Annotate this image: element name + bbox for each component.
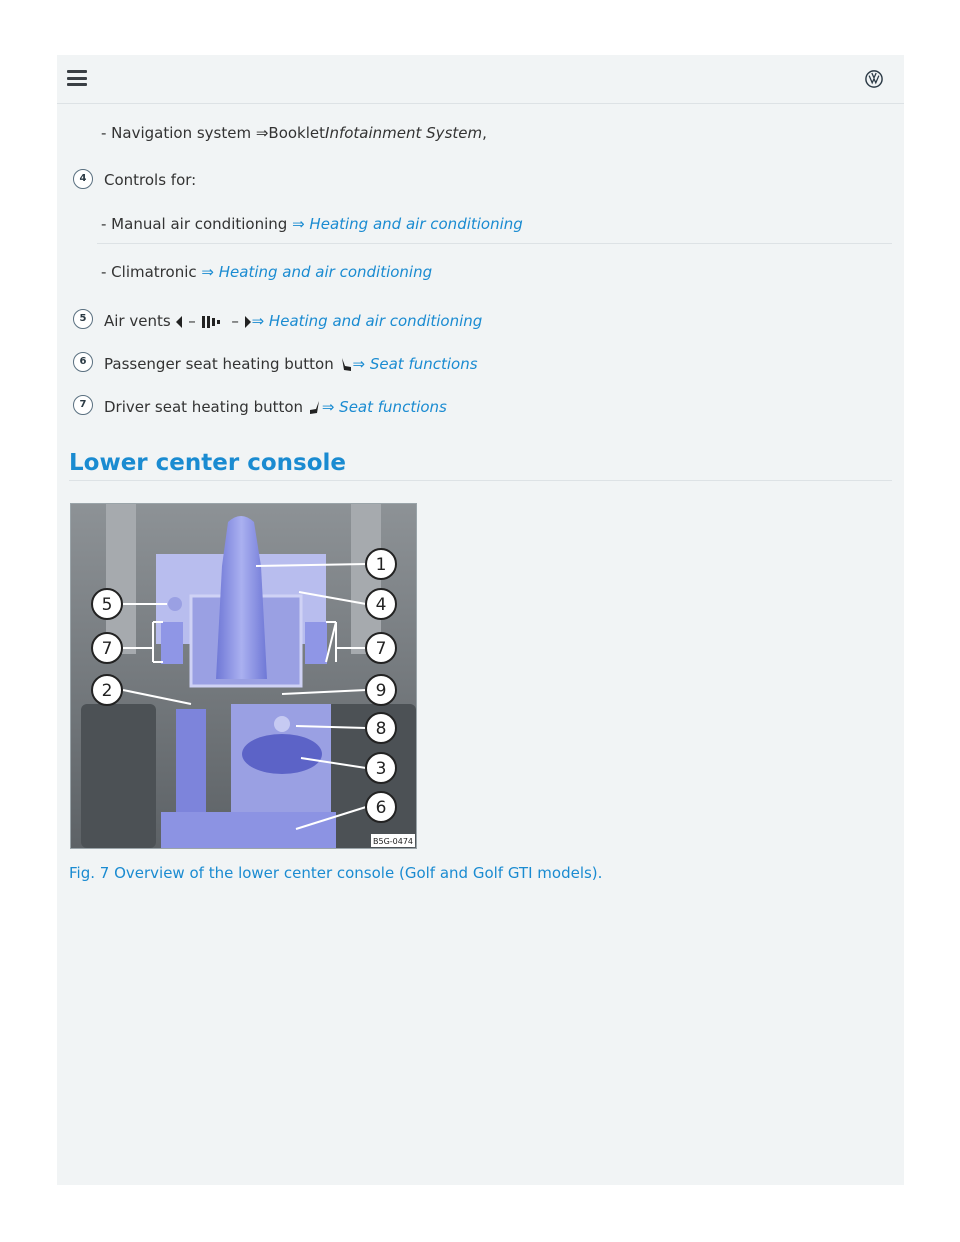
- climatronic-text: - Climatronic: [101, 263, 197, 281]
- callout-number-4: 4: [73, 169, 93, 189]
- section-heading: Lower center console: [69, 450, 346, 476]
- driver-seat-heat-icon: [308, 400, 322, 416]
- seat-functions-link[interactable]: ⇒ Seat functions: [352, 355, 478, 373]
- console-figure: [70, 503, 417, 849]
- vent-center-icon: [201, 315, 227, 329]
- callout-number-7: 7: [73, 395, 93, 415]
- figure-callout-9: 9: [375, 681, 387, 701]
- figure-callout-1: 1: [375, 555, 387, 575]
- heading-divider: [69, 480, 892, 481]
- figure-callout-7: 7: [375, 639, 387, 659]
- passenger-seat-heat-icon: [339, 357, 353, 373]
- divider: [97, 243, 892, 244]
- comma: ,: [482, 124, 487, 142]
- figure-callout-7: 7: [101, 639, 113, 659]
- driver-seat-label: Driver seat heating button: [104, 398, 304, 416]
- manual-ac-text: - Manual air conditioning: [101, 215, 288, 233]
- vw-logo-icon[interactable]: [865, 70, 883, 88]
- figure-caption: Fig. 7 Overview of the lower center console (Golf and Golf GTI models).: [69, 864, 603, 882]
- controls-label: Controls for:: [104, 171, 197, 189]
- climatronic-line: [101, 262, 432, 282]
- dash: –: [188, 312, 196, 330]
- heating-ac-link[interactable]: ⇒ Heating and air conditioning: [251, 312, 483, 330]
- callout-number-5: 5: [73, 309, 93, 329]
- manual-ac-line: [101, 214, 523, 234]
- heating-ac-link[interactable]: ⇒ Heating and air conditioning: [201, 263, 433, 281]
- passenger-seat-label: Passenger seat heating button: [104, 355, 334, 373]
- navigation-text: - Navigation system ⇒Booklet: [101, 124, 326, 142]
- figure-callout-5: 5: [101, 595, 113, 615]
- vent-right-icon: [244, 315, 252, 329]
- figure-callout-8: 8: [375, 719, 387, 739]
- driver-seat-line: [104, 397, 447, 417]
- seat-functions-link[interactable]: ⇒ Seat functions: [321, 398, 447, 416]
- air-vents-line: [104, 311, 482, 331]
- figure-callout-4: 4: [375, 595, 387, 615]
- figure-callout-6: 6: [375, 798, 387, 818]
- figure-callout-2: 2: [101, 681, 113, 701]
- air-vents-label: Air vents: [104, 312, 171, 330]
- heating-ac-link[interactable]: ⇒ Heating and air conditioning: [292, 215, 523, 233]
- infotainment-booklet-ref: Infotainment System: [325, 124, 483, 142]
- figure-callout-3: 3: [375, 759, 387, 779]
- figure-code: B5G-0474: [372, 837, 414, 846]
- hamburger-icon[interactable]: [67, 70, 87, 86]
- dash: –: [231, 312, 239, 330]
- top-bar: [57, 55, 904, 104]
- console-illustration: [71, 504, 416, 848]
- navigation-line: [101, 123, 487, 143]
- vent-left-icon: [175, 315, 183, 329]
- page: [57, 55, 904, 1185]
- passenger-seat-line: [104, 354, 478, 374]
- callout-number-6: 6: [73, 352, 93, 372]
